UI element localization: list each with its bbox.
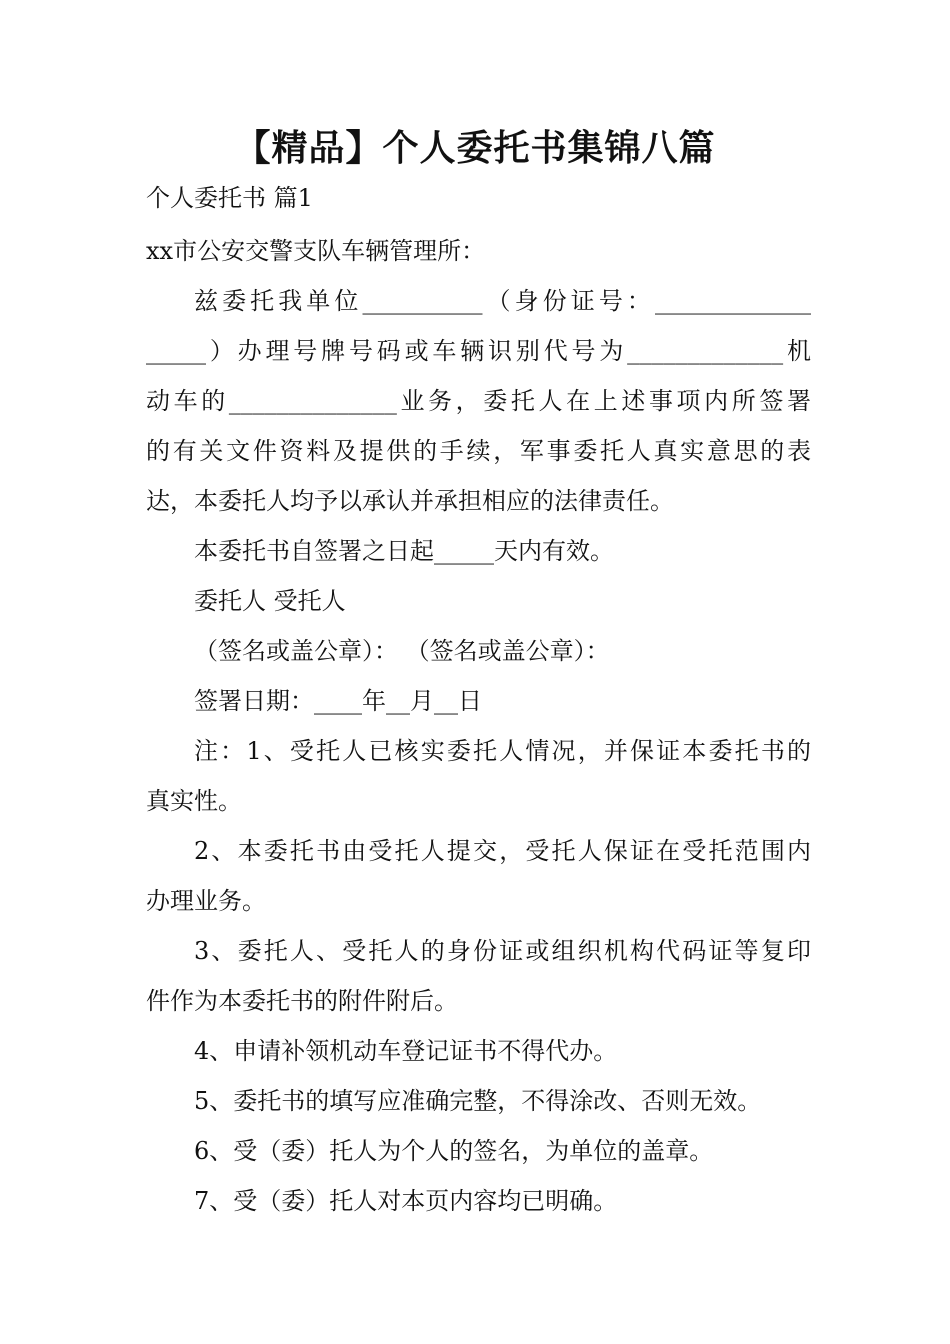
note-line: 2、本委托书由受托人提交，受托人保证在受托范围内 <box>194 837 811 865</box>
validity-line: 本委托书自签署之日起_____天内有效。 <box>194 537 614 565</box>
note-line: 5、委托书的填写应准确完整，不得涂改、否则无效。 <box>194 1087 762 1115</box>
body-paragraph-line: 兹委托我单位__________（身份证号：_____________ <box>194 287 811 315</box>
note-line: 7、受（委）托人对本页内容均已明确。 <box>194 1187 618 1215</box>
note-line: 3、委托人、受托人的身份证或组织机构代码证等复印 <box>194 937 811 965</box>
note-line: 6、受（委）托人为个人的签名，为单位的盖章。 <box>194 1137 714 1165</box>
body-paragraph-line: _____）办理号牌号码或车辆识别代号为_____________机 <box>146 337 811 365</box>
document-title: 【精品】个人委托书集锦八篇 <box>234 127 716 169</box>
body-paragraph-line: 达，本委托人均予以承认并承担相应的法律责任。 <box>146 487 674 515</box>
note-line: 注：1、受托人已核实委托人情况，并保证本委托书的 <box>194 737 811 765</box>
note-line: 真实性。 <box>146 787 242 815</box>
sign-date-line: 签署日期：____年__月__日 <box>194 687 482 715</box>
section-heading: 个人委托书 篇1 <box>146 184 313 212</box>
note-line: 办理业务。 <box>146 887 266 915</box>
note-line: 4、申请补领机动车登记证书不得代办。 <box>194 1037 618 1065</box>
note-line: 件作为本委托书的附件附后。 <box>146 987 458 1015</box>
body-paragraph-line: 的有关文件资料及提供的手续，军事委托人真实意思的表 <box>146 437 811 465</box>
signature-line: （签名或盖公章）： （签名或盖公章）： <box>194 637 610 665</box>
addressee-line: xx市公安交警支队车辆管理所： <box>146 237 486 265</box>
body-paragraph-line: 动车的______________业务，委托人在上述事项内所签署 <box>146 387 811 415</box>
parties-line: 委托人 受托人 <box>194 587 346 615</box>
